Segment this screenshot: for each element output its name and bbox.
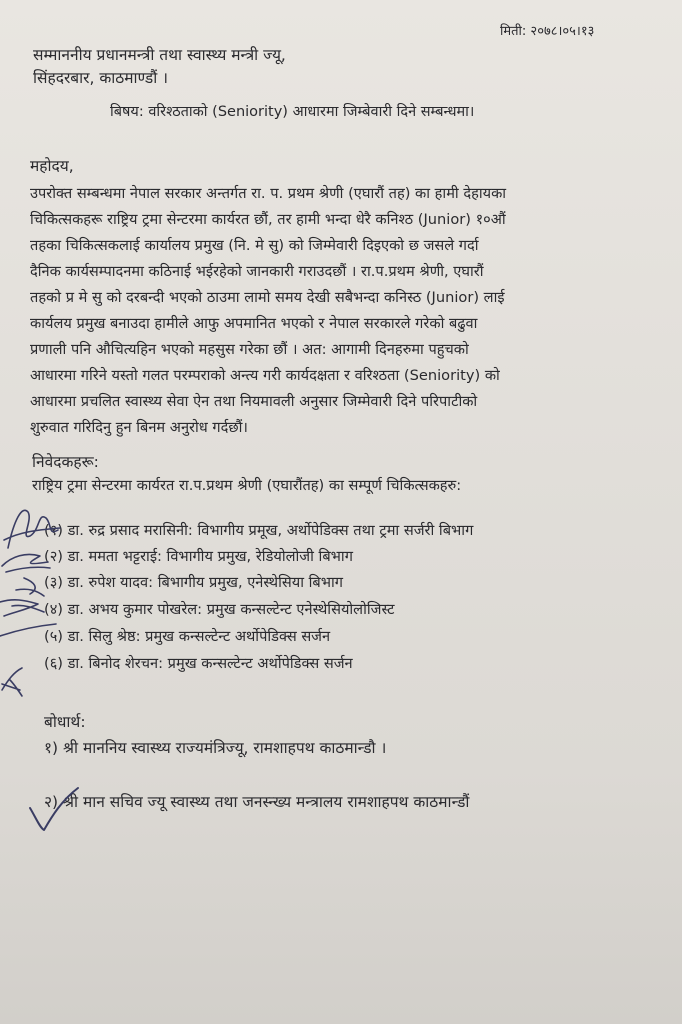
signatory-item: (५) डा. सिलु श्रेष्ठ: प्रमुख कन्सल्टेन्ट अर्थोपेडिक्स सर्जन [44,628,331,645]
senders-heading: निवेदकहरू: [32,453,99,471]
signatory-item: (६) डा. बिनोद शेरचन: प्रमुख कन्सल्टेन्ट अर्थोपेडिक्स सर्जन [44,655,353,672]
signature-4 [0,600,44,616]
cc-line: १) श्री माननिय स्वास्थ्य राज्यमंत्रिज्यू, रामशाहपथ काठमान्डौ । [44,739,387,757]
signature-2 [2,554,50,572]
letter-date: मिती: २०७८।०५।१३ [500,24,595,39]
body-line: शुरुवात गरिदिनु हुन बिनम अनुरोध गर्दछौं। [30,419,248,436]
signatory-item: (४) डा. अभय कुमार पोखरेल: प्रमुख कन्सल्टेन्ट एनेस्थेसियोलोजिस्ट [44,601,395,618]
body-line: आधारमा गरिने यस्तो गलत परम्पराको अन्त्य गरी कार्यदक्षता र वरिश्ठता (Seniority) को [30,367,500,384]
signatory-item: (१) डा. रुद्र प्रसाद मरासिनी: विभागीय प्रमूख, अर्थोपेडिक्स तथा ट्रमा सर्जरी बिभाग [44,522,474,539]
body-line: दैनिक कार्यसम्पादनमा कठिनाई भईरहेको जानकारी गराउदछौं । रा.प.प्रथम श्रेणी, एघारौं [30,263,484,280]
body-line: तहका चिकित्सकलाई कार्यालय प्रमुख (नि. मे सु) को जिम्मेवारी दिइएको छ जसले गर्दा [30,237,479,254]
body-line: उपरोक्त सम्बन्धमा नेपाल सरकार अन्तर्गत रा. प. प्रथम श्रेणी (एघारौं तह) का हामी देहायका [30,185,507,202]
signatory-item: (२) डा. ममता भट्टराई: विभागीय प्रमुख, रेडियोलोजी बिभाग [44,548,353,565]
recipient-line-1: सम्माननीय प्रधानमन्त्री तथा स्वास्थ्य मन्त्री ज्यू, [33,46,286,64]
body-line: प्रणाली पनि औचित्यहिन भएको महसुस गरेका छौं । अत: आगामी दिनहरुमा पहुचको [30,341,469,358]
body-line: आधारमा प्रचलित स्वास्थ्य सेवा ऐन तथा नियमावली अनुसार जिम्मेवारी दिने परिपाटीको [30,393,478,410]
senders-group: राष्ट्रिय ट्रमा सेन्टरमा कार्यरत रा.प.प्रथम श्रेणी (एघारौंतह) का सम्पूर्ण चिकित्सकहरु: [32,477,462,494]
salutation: महोदय, [30,157,74,175]
body-line: कार्यलय प्रमुख बनाउदा हामीले आफु अपमानित भएको र नेपाल सरकारले गरेको बढुवा [30,315,478,332]
body-line: तहको प्र मे सु को दरबन्दी भएको ठाउमा लामो समय देखी सबैभन्दा कनिस्ठ (Junior) लाई [30,289,505,306]
cc-heading: बोधार्थ: [44,713,86,731]
signature-3 [16,578,44,596]
signatory-item: (३) डा. रुपेश यादव: बिभागीय प्रमुख, एनेस्थेसिया बिभाग [44,574,343,591]
cc-line: २) श्री मान सचिव ज्यू स्वास्थ्य तथा जनस्न्ख्य मन्त्रालय रामशाहपथ काठमान्डौं [44,793,470,811]
letter-subject: बिषय: वरिश्ठताको (Seniority) आधारमा जिम्बेवारी दिने सम्बन्धमा। [110,104,475,120]
signature-6 [2,668,22,696]
recipient-line-2: सिंहदरबार, काठमाण्डौं । [33,69,169,87]
body-line: चिकित्सकहरू राष्ट्रिय ट्रमा सेन्टरमा कार्यरत छौं, तर हामी भन्दा धेरै कनिश्ठ (Junior) १०औं [30,211,506,228]
